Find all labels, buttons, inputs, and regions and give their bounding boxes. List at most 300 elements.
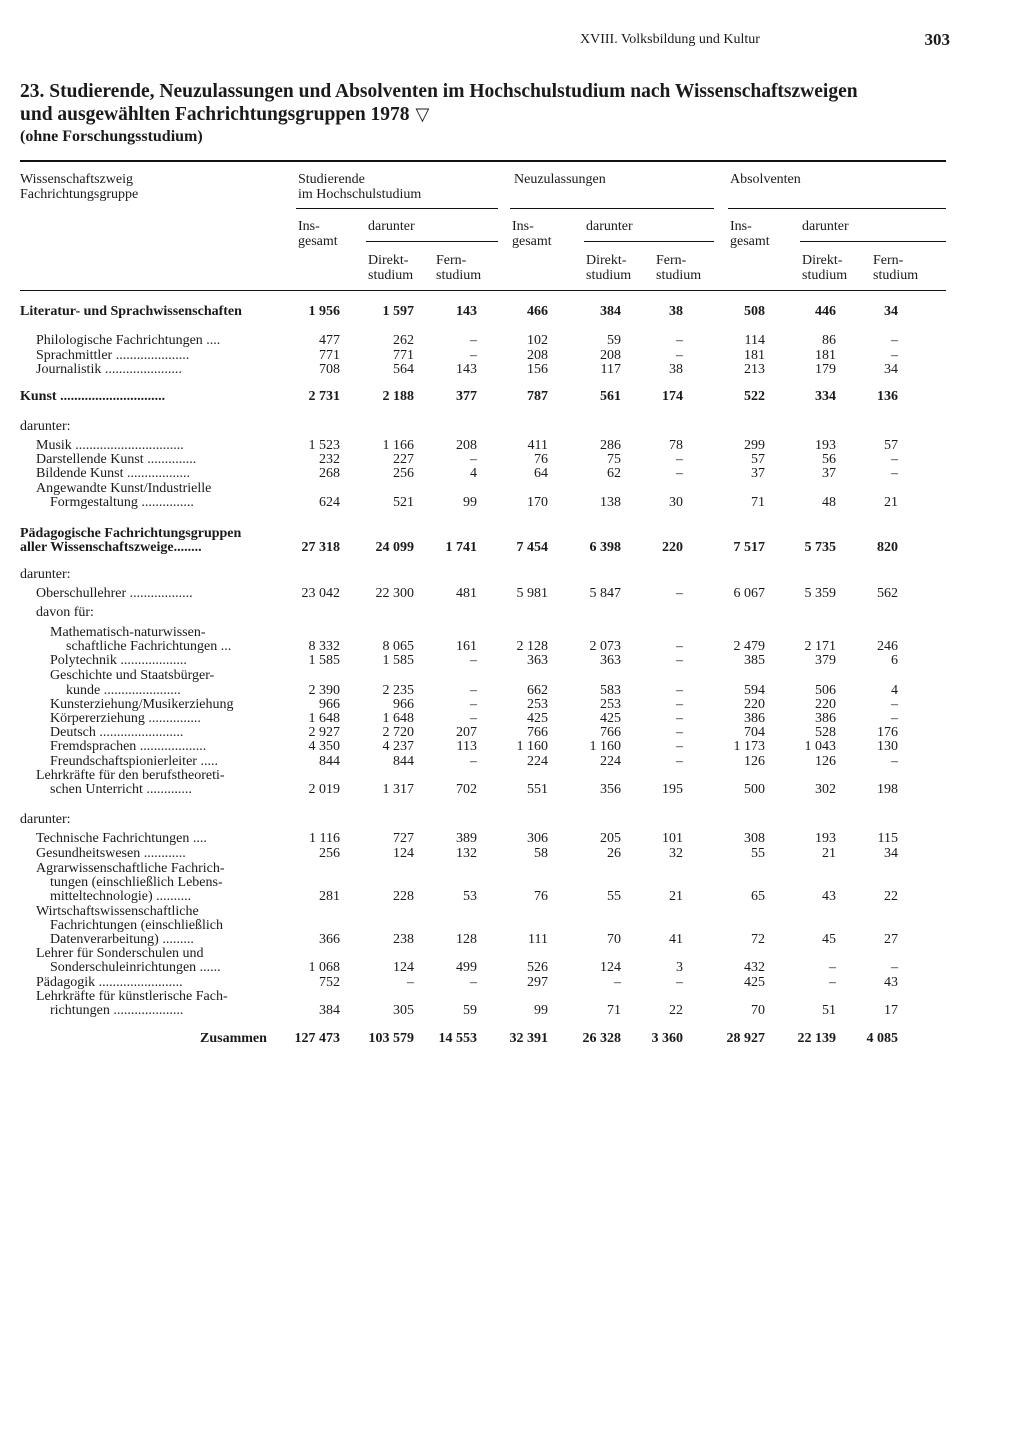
fern-header-1 — [436, 253, 481, 283]
cell-value: 305 — [393, 1003, 414, 1018]
cell-value: 111 — [528, 932, 548, 947]
table-row — [0, 606, 1024, 620]
cell-value: – — [676, 975, 683, 990]
table-row — [0, 482, 1024, 496]
cell-value: 308 — [744, 831, 765, 846]
cell-value: 1 585 — [382, 653, 414, 668]
row-label: Kunst .............................. — [20, 390, 166, 404]
cell-value: – — [829, 975, 836, 990]
table-row — [0, 698, 1024, 712]
cell-value: 1 741 — [445, 540, 477, 555]
cell-value: 179 — [815, 362, 836, 377]
row-label: Sonderschuleinrichtungen ...... — [50, 961, 221, 975]
cell-value: 499 — [456, 960, 477, 975]
cell-value: 232 — [319, 452, 340, 467]
cell-value: 844 — [319, 754, 340, 769]
group-absolventen-header: Absolventen — [730, 172, 801, 187]
table-row — [0, 783, 1024, 797]
cell-value: 127 473 — [294, 1031, 340, 1046]
ins-line1: Ins- — [298, 219, 320, 234]
row-label: Angewandte Kunst/Industrielle — [36, 482, 212, 496]
direkt-line1: Direkt- — [586, 253, 627, 268]
cell-value: 2 128 — [516, 639, 548, 654]
cell-value: 38 — [669, 362, 683, 377]
cell-value: 101 — [662, 831, 683, 846]
table-row — [0, 439, 1024, 453]
table-row — [0, 305, 1024, 319]
row-label: Bildende Kunst .................. — [36, 467, 190, 481]
row-label: Literatur- und Sprachwissenschaften — [20, 305, 242, 319]
cell-value: 526 — [527, 960, 548, 975]
darunter-header-1: darunter — [368, 219, 415, 234]
cell-value: 208 — [456, 438, 477, 453]
row-label: Wirtschaftswissenschaftliche — [36, 905, 199, 919]
cell-value: 117 — [600, 362, 621, 377]
cell-value: 384 — [319, 1003, 340, 1018]
row-label: Polytechnik ................... — [50, 654, 187, 668]
group3-rule — [728, 208, 946, 209]
cell-value: 246 — [877, 639, 898, 654]
cell-value: 53 — [463, 889, 477, 904]
cell-value: 138 — [600, 495, 621, 510]
ins-line1: Ins- — [730, 219, 752, 234]
cell-value: 385 — [744, 653, 765, 668]
chapter-title: XVIII. Volksbildung und Kultur — [580, 32, 760, 47]
cell-value: 3 360 — [651, 1031, 683, 1046]
cell-value: 126 — [815, 754, 836, 769]
cell-value: 2 927 — [308, 725, 340, 740]
cell-value: 500 — [744, 782, 765, 797]
cell-value: 366 — [319, 932, 340, 947]
group-neuzulassungen-header: Neuzulassungen — [514, 172, 606, 187]
table-row — [0, 640, 1024, 654]
cell-value: 820 — [877, 540, 898, 555]
table-row — [0, 541, 1024, 555]
table-row — [0, 726, 1024, 740]
cell-value: 224 — [600, 754, 621, 769]
cell-value: 51 — [822, 1003, 836, 1018]
darunter1-rule — [366, 241, 498, 242]
cell-value: – — [407, 975, 414, 990]
row-label: Kunsterziehung/Musikerziehung — [50, 698, 234, 712]
cell-value: 432 — [744, 960, 765, 975]
cell-value: 771 — [393, 348, 414, 363]
table-row — [0, 453, 1024, 467]
cell-value: – — [470, 653, 477, 668]
darunter2-rule — [584, 241, 714, 242]
cell-value: 256 — [319, 846, 340, 861]
table-row — [0, 847, 1024, 861]
cell-value: – — [676, 683, 683, 698]
cell-value: – — [676, 639, 683, 654]
row-label: darunter: — [20, 813, 71, 827]
cell-value: – — [614, 975, 621, 990]
cell-value: 5 735 — [804, 540, 836, 555]
table-row — [0, 496, 1024, 510]
table-title — [20, 81, 960, 126]
cell-value: – — [676, 586, 683, 601]
cell-value: 7 454 — [516, 540, 548, 555]
cell-value: 379 — [815, 653, 836, 668]
cell-value: – — [676, 739, 683, 754]
cell-value: – — [676, 466, 683, 481]
cell-value: 71 — [751, 495, 765, 510]
cell-value: 522 — [744, 389, 765, 404]
cell-value: 75 — [607, 452, 621, 467]
table-row — [0, 933, 1024, 947]
cell-value: 411 — [527, 438, 548, 453]
row-label: aller Wissenschaftszweige........ — [20, 541, 202, 555]
cell-value: – — [891, 348, 898, 363]
cell-value: 32 — [669, 846, 683, 861]
cell-value: 128 — [456, 932, 477, 947]
cell-value: 752 — [319, 975, 340, 990]
table-row — [0, 862, 1024, 876]
direkt-line2: studium — [368, 268, 414, 283]
ins-header-1 — [298, 219, 338, 249]
label-header — [20, 172, 138, 202]
cell-value: 126 — [744, 754, 765, 769]
cell-value: 62 — [607, 466, 621, 481]
cell-value: 220 — [815, 697, 836, 712]
cell-value: 425 — [600, 711, 621, 726]
cell-value: 2 390 — [308, 683, 340, 698]
cell-value: 564 — [393, 362, 414, 377]
cell-value: 76 — [534, 889, 548, 904]
cell-value: – — [891, 711, 898, 726]
cell-value: 28 927 — [726, 1031, 765, 1046]
cell-value: 708 — [319, 362, 340, 377]
group-studierende-header — [298, 172, 421, 202]
table-title-line2: und ausgewählten Fachrichtungsgruppen 1978 — [20, 104, 410, 125]
ins-line2: gesamt — [512, 234, 552, 249]
fern-line1: Fern- — [436, 253, 467, 268]
fern-line1: Fern- — [873, 253, 904, 268]
row-label: Freundschaftspionierleiter ..... — [50, 755, 218, 769]
cell-value: 1 523 — [308, 438, 340, 453]
cell-value: 181 — [744, 348, 765, 363]
cell-value: 21 — [669, 889, 683, 904]
cell-value: 446 — [815, 304, 836, 319]
cell-value: 207 — [456, 725, 477, 740]
cell-value: 268 — [319, 466, 340, 481]
cell-value: 124 — [393, 846, 414, 861]
cell-value: – — [676, 697, 683, 712]
cell-value: 771 — [319, 348, 340, 363]
cell-value: 1 116 — [309, 831, 340, 846]
cell-value: 624 — [319, 495, 340, 510]
cell-value: 583 — [600, 683, 621, 698]
cell-value: 65 — [751, 889, 765, 904]
cell-value: 4 350 — [308, 739, 340, 754]
cell-value: 27 318 — [301, 540, 340, 555]
cell-value: 208 — [527, 348, 548, 363]
ins-header-3 — [730, 219, 770, 249]
cell-value: 78 — [669, 438, 683, 453]
cell-value: 5 359 — [804, 586, 836, 601]
cell-value: 6 398 — [589, 540, 621, 555]
cell-value: 55 — [751, 846, 765, 861]
row-label: davon für: — [36, 606, 94, 620]
table-row — [0, 684, 1024, 698]
table-row — [0, 832, 1024, 846]
cell-value: 377 — [456, 389, 477, 404]
cell-value: 220 — [662, 540, 683, 555]
fern-header-3 — [873, 253, 918, 283]
table-row — [0, 905, 1024, 919]
cell-value: 143 — [456, 304, 477, 319]
cell-value: 55 — [607, 889, 621, 904]
row-label: Pädagogik ........................ — [36, 976, 183, 990]
table-row — [0, 976, 1024, 990]
cell-value: – — [676, 333, 683, 348]
row-label: Oberschullehrer .................. — [36, 587, 193, 601]
cell-value: 32 391 — [509, 1031, 548, 1046]
cell-value: 551 — [527, 782, 548, 797]
direkt-header-2 — [586, 253, 631, 283]
cell-value: – — [470, 683, 477, 698]
darunter-header-2: darunter — [586, 219, 633, 234]
cell-value: 193 — [815, 831, 836, 846]
cell-value: 306 — [527, 831, 548, 846]
cell-value: 228 — [393, 889, 414, 904]
ins-line2: gesamt — [298, 234, 338, 249]
cell-value: 227 — [393, 452, 414, 467]
ins-line2: gesamt — [730, 234, 770, 249]
table-row — [0, 349, 1024, 363]
fern-header-2 — [656, 253, 701, 283]
cell-value: 114 — [744, 333, 765, 348]
cell-value: 22 — [669, 1003, 683, 1018]
row-label: Geschichte und Staatsbürger- — [50, 669, 215, 683]
cell-value: 384 — [600, 304, 621, 319]
cell-value: 2 073 — [589, 639, 621, 654]
cell-value: – — [676, 711, 683, 726]
cell-value: – — [676, 725, 683, 740]
table-row — [0, 363, 1024, 377]
table-row — [0, 919, 1024, 933]
cell-value: 1 166 — [382, 438, 414, 453]
cell-value: 262 — [393, 333, 414, 348]
row-label: Körpererziehung ............... — [50, 712, 201, 726]
row-label: Journalistik ...................... — [36, 363, 182, 377]
cell-value: 198 — [877, 782, 898, 797]
row-label: Deutsch ........................ — [50, 726, 184, 740]
cell-value: 76 — [534, 452, 548, 467]
cell-value: 966 — [393, 697, 414, 712]
cell-value: 4 — [891, 683, 898, 698]
row-label: Formgestaltung ............... — [50, 496, 194, 510]
cell-value: 702 — [456, 782, 477, 797]
cell-value: 253 — [527, 697, 548, 712]
cell-value: 1 043 — [804, 739, 836, 754]
cell-value: 1 648 — [308, 711, 340, 726]
cell-value: 6 067 — [733, 586, 765, 601]
cell-value: 334 — [815, 389, 836, 404]
cell-value: 132 — [456, 846, 477, 861]
cell-value: 253 — [600, 697, 621, 712]
cell-value: 966 — [319, 697, 340, 712]
cell-value: 143 — [456, 362, 477, 377]
cell-value: 286 — [600, 438, 621, 453]
table-subtitle: (ohne Forschungsstudium) — [20, 128, 203, 145]
cell-value: 662 — [527, 683, 548, 698]
cell-value: 3 — [676, 960, 683, 975]
cell-value: 1 317 — [382, 782, 414, 797]
cell-value: 72 — [751, 932, 765, 947]
table-row — [0, 990, 1024, 1004]
cell-value: 56 — [822, 452, 836, 467]
cell-value: 224 — [527, 754, 548, 769]
cell-value: 1 956 — [308, 304, 340, 319]
cell-value: – — [470, 697, 477, 712]
cell-value: 43 — [822, 889, 836, 904]
cell-value: 386 — [744, 711, 765, 726]
cell-value: 130 — [877, 739, 898, 754]
cell-value: 34 — [884, 846, 898, 861]
cell-value: 21 — [822, 846, 836, 861]
cell-value: 38 — [669, 304, 683, 319]
table-row — [0, 420, 1024, 434]
cell-value: 4 085 — [866, 1031, 898, 1046]
cell-value: 2 019 — [308, 782, 340, 797]
cell-value: – — [470, 754, 477, 769]
cell-value: 1 160 — [516, 739, 548, 754]
direkt-line2: studium — [586, 268, 632, 283]
cell-value: 26 328 — [582, 1031, 621, 1046]
cell-value: 193 — [815, 438, 836, 453]
table-row — [0, 876, 1024, 890]
cell-value: 704 — [744, 725, 765, 740]
cell-value: – — [470, 348, 477, 363]
cell-value: 8 332 — [308, 639, 340, 654]
cell-value: 389 — [456, 831, 477, 846]
cell-value: 181 — [815, 348, 836, 363]
cell-value: – — [829, 960, 836, 975]
cell-value: 99 — [534, 1003, 548, 1018]
cell-value: 23 042 — [301, 586, 340, 601]
cell-value: 70 — [607, 932, 621, 947]
table-row — [0, 755, 1024, 769]
cell-value: 2 479 — [733, 639, 765, 654]
ins-line1: Ins- — [512, 219, 534, 234]
cell-value: 508 — [744, 304, 765, 319]
cell-value: 1 585 — [308, 653, 340, 668]
table-row — [0, 467, 1024, 481]
cell-value: 561 — [600, 389, 621, 404]
cell-value: 521 — [393, 495, 414, 510]
cell-value: 5 981 — [516, 586, 548, 601]
cell-value: 176 — [877, 725, 898, 740]
row-label: Datenverarbeitung) ......... — [50, 933, 194, 947]
cell-value: 5 847 — [589, 586, 621, 601]
page-number: 303 — [924, 30, 950, 49]
cell-value: 528 — [815, 725, 836, 740]
cell-value: 299 — [744, 438, 765, 453]
cell-value: 48 — [822, 495, 836, 510]
cell-value: – — [676, 348, 683, 363]
cell-value: 43 — [884, 975, 898, 990]
table-row — [0, 568, 1024, 582]
row-label: Fremdsprachen ................... — [50, 740, 207, 754]
cell-value: – — [470, 452, 477, 467]
cell-value: 41 — [669, 932, 683, 947]
cell-value: 2 188 — [382, 389, 414, 404]
darunter-header-3: darunter — [802, 219, 849, 234]
cell-value: 26 — [607, 846, 621, 861]
cell-value: – — [470, 711, 477, 726]
row-label: Lehrkräfte für den berufstheoreti- — [36, 769, 225, 783]
cell-value: 57 — [884, 438, 898, 453]
table-row — [0, 712, 1024, 726]
fern-line2: studium — [436, 268, 482, 283]
label-header-line1: Wissenschaftszweig — [20, 172, 133, 187]
row-label: Technische Fachrichtungen .... — [36, 832, 207, 846]
group1-rule — [296, 208, 498, 209]
cell-value: 205 — [600, 831, 621, 846]
label-header-line2: Fachrichtungsgruppe — [20, 187, 139, 202]
table-row — [0, 947, 1024, 961]
row-label: darunter: — [20, 568, 71, 582]
row-label: schaftliche Fachrichtungen ... — [66, 640, 232, 654]
total-row — [0, 1032, 1024, 1046]
cell-value: 59 — [607, 333, 621, 348]
cell-value: 156 — [527, 362, 548, 377]
cell-value: 2 731 — [308, 389, 340, 404]
cell-value: 99 — [463, 495, 477, 510]
cell-value: 363 — [600, 653, 621, 668]
cell-value: 238 — [393, 932, 414, 947]
cell-value: 22 — [884, 889, 898, 904]
cell-value: 2 235 — [382, 683, 414, 698]
cell-value: 71 — [607, 1003, 621, 1018]
cell-value: 102 — [527, 333, 548, 348]
table-row — [0, 334, 1024, 348]
row-label: Agrarwissenschaftliche Fachrich- — [36, 862, 225, 876]
cell-value: 506 — [815, 683, 836, 698]
cell-value: 34 — [884, 362, 898, 377]
direkt-line1: Direkt- — [802, 253, 843, 268]
cell-value: 59 — [463, 1003, 477, 1018]
cell-value: – — [891, 697, 898, 712]
triangle-symbol: ▽ — [415, 104, 430, 124]
cell-value: – — [470, 333, 477, 348]
cell-value: 281 — [319, 889, 340, 904]
header-bottom-rule — [20, 290, 946, 291]
row-label: Mathematisch-naturwissen- — [50, 626, 206, 640]
cell-value: 386 — [815, 711, 836, 726]
cell-value: 103 579 — [368, 1031, 414, 1046]
table-row — [0, 654, 1024, 668]
darunter3-rule — [800, 241, 946, 242]
cell-value: 844 — [393, 754, 414, 769]
cell-value: 256 — [393, 466, 414, 481]
cell-value: 37 — [822, 466, 836, 481]
row-label: Gesundheitswesen ............ — [36, 847, 186, 861]
cell-value: 481 — [456, 586, 477, 601]
cell-value: 30 — [669, 495, 683, 510]
row-label: Darstellende Kunst .............. — [36, 453, 197, 467]
cell-value: – — [676, 653, 683, 668]
cell-value: 302 — [815, 782, 836, 797]
table-row — [0, 961, 1024, 975]
cell-value: 466 — [527, 304, 548, 319]
row-label: Pädagogische Fachrichtungsgruppen — [20, 527, 242, 541]
cell-value: – — [891, 466, 898, 481]
cell-value: 124 — [393, 960, 414, 975]
cell-value: 22 300 — [375, 586, 414, 601]
fern-line1: Fern- — [656, 253, 687, 268]
